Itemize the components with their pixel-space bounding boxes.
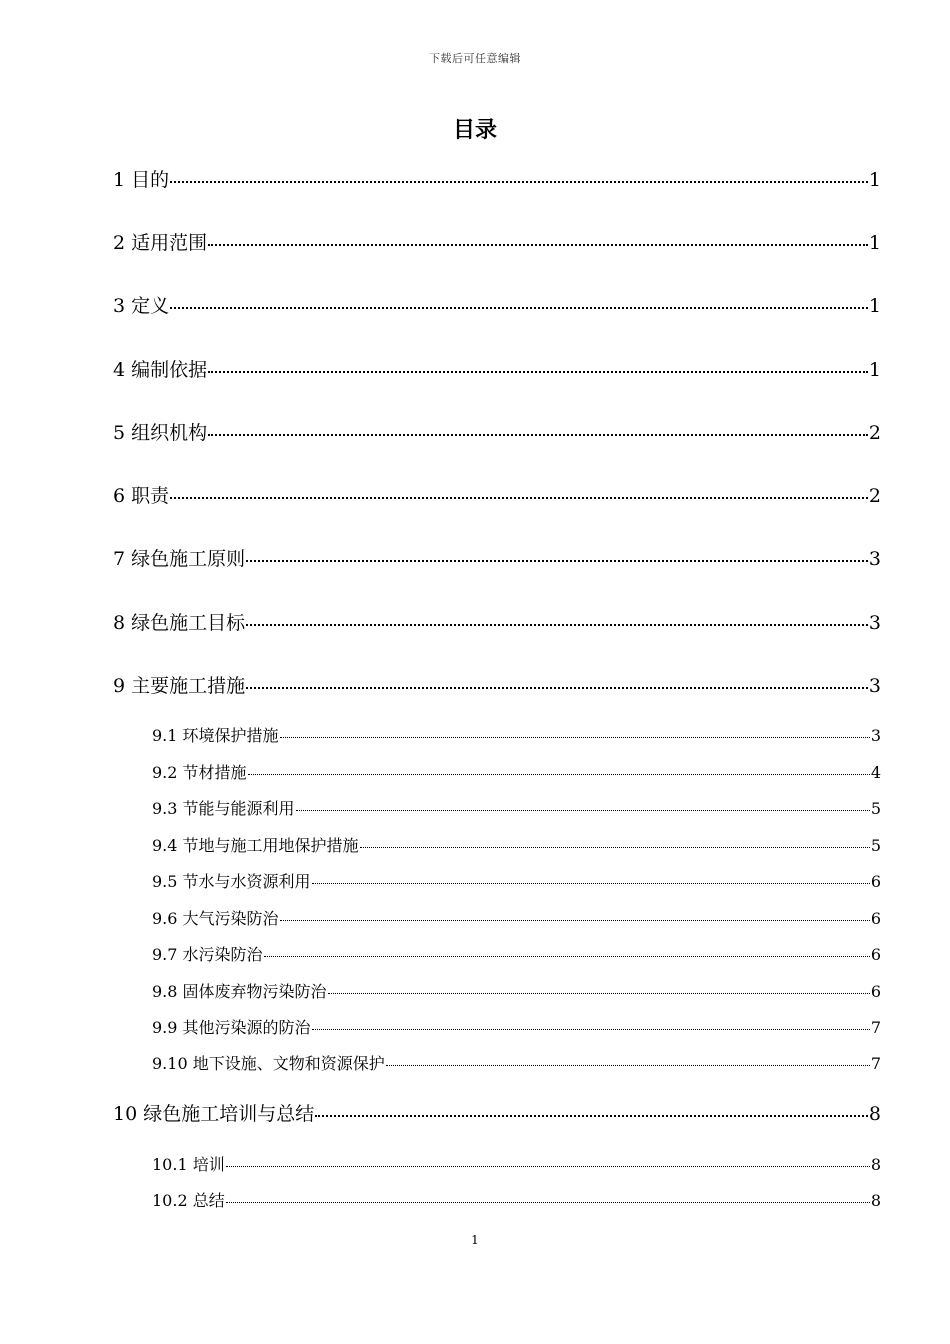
dot-leader: [280, 920, 870, 921]
toc-subentry[interactable]: [152, 1188, 881, 1211]
toc-entry-page: 3: [868, 675, 881, 697]
toc-subentry[interactable]: [152, 1152, 881, 1175]
toc-entry[interactable]: [113, 355, 881, 382]
toc-entry-label: 9.6 大气污染防治: [152, 909, 279, 928]
page-number: 1: [471, 1233, 479, 1247]
toc-entry-label: 9.10 地下设施、文物和资源保护: [152, 1054, 385, 1073]
dot-leader: [208, 371, 868, 373]
toc-subentry[interactable]: [152, 979, 881, 1002]
dot-leader: [246, 687, 868, 689]
dot-leader: [170, 307, 868, 309]
toc-entry-page: 1: [868, 359, 881, 381]
dot-leader: [315, 1115, 868, 1117]
toc-entry[interactable]: [113, 418, 881, 445]
toc-entry-label: 7 绿色施工原则: [113, 548, 246, 570]
toc-entry-page: 5: [870, 836, 881, 855]
toc-entry-label: 9.8 固体废弃物污染防治: [152, 982, 327, 1001]
toc-entry-label: 5 组织机构: [113, 422, 208, 444]
dot-leader: [312, 883, 870, 884]
toc-entry-page: 4: [870, 763, 881, 782]
dot-leader: [360, 847, 870, 848]
dot-leader: [248, 774, 870, 775]
dot-leader: [280, 737, 870, 738]
toc-entry-label: 10.1 培训: [152, 1155, 225, 1174]
toc-entry-label: 9 主要施工措施: [113, 675, 246, 697]
toc-entry[interactable]: [113, 165, 881, 192]
toc-entry-label: 8 绿色施工目标: [113, 612, 246, 634]
toc-subentry[interactable]: [152, 906, 881, 929]
toc-entry-label: 9.4 节地与施工用地保护措施: [152, 836, 359, 855]
toc-entry-page: 3: [870, 726, 881, 745]
dot-leader: [226, 1166, 870, 1167]
toc-subentry[interactable]: [152, 833, 881, 856]
toc-entry-label: 9.1 环境保护措施: [152, 726, 279, 745]
toc-entry-label: 9.5 节水与水资源利用: [152, 872, 311, 891]
toc-entry[interactable]: [113, 228, 881, 255]
toc-entry-page: 2: [868, 422, 881, 444]
toc-subentry[interactable]: [152, 1051, 881, 1074]
toc-subentry[interactable]: [152, 942, 881, 965]
toc-entry-label: 1 目的: [113, 169, 170, 191]
toc-entry-label: 2 适用范围: [113, 232, 208, 254]
dot-leader: [296, 810, 870, 811]
toc-entry-page: 6: [870, 945, 881, 964]
toc-entry-label: 10.2 总结: [152, 1191, 225, 1210]
toc-entry-page: 7: [870, 1054, 881, 1073]
toc-entry-label: 9.7 水污染防治: [152, 945, 263, 964]
toc-entry[interactable]: [113, 544, 881, 571]
toc-entry-page: 8: [870, 1191, 881, 1210]
toc-subentry[interactable]: [152, 1015, 881, 1038]
toc-entry-page: 2: [868, 485, 881, 507]
toc-entry[interactable]: [113, 608, 881, 635]
toc-subentry[interactable]: [152, 760, 881, 783]
toc-subentry[interactable]: [152, 869, 881, 892]
toc-entry-page: 8: [868, 1103, 881, 1125]
dot-leader: [170, 181, 868, 183]
toc-entry[interactable]: [113, 671, 881, 698]
toc-entry-label: 4 编制依据: [113, 359, 208, 381]
toc-entry-label: 9.9 其他污染源的防治: [152, 1018, 311, 1037]
toc-entry-page: 3: [868, 548, 881, 570]
dot-leader: [208, 434, 868, 436]
toc-entry-label: 10 绿色施工培训与总结: [113, 1103, 315, 1125]
dot-leader: [264, 956, 870, 957]
toc-subentry[interactable]: [152, 723, 881, 746]
dot-leader: [226, 1202, 870, 1203]
dot-leader: [246, 624, 868, 626]
page-header: 下载后可任意编辑: [429, 52, 521, 65]
toc-entry-label: 9.2 节材措施: [152, 763, 247, 782]
toc-title: 目录: [452, 118, 497, 143]
toc-entry-page: 8: [870, 1155, 881, 1174]
dot-leader: [328, 993, 870, 994]
dot-leader: [170, 497, 868, 499]
toc-entry-page: 6: [870, 872, 881, 891]
toc-entry[interactable]: [113, 291, 881, 318]
toc-entry-label: 3 定义: [113, 295, 170, 317]
toc-entry-page: 5: [870, 799, 881, 818]
toc-entry-page: 7: [870, 1018, 881, 1037]
toc-subentry[interactable]: [152, 796, 881, 819]
toc-entry[interactable]: [113, 481, 881, 508]
toc-entry-page: 6: [870, 982, 881, 1001]
dot-leader: [208, 244, 868, 246]
toc-entry-label: 9.3 节能与能源利用: [152, 799, 295, 818]
toc-entry[interactable]: [113, 1099, 881, 1126]
toc-entry-label: 6 职责: [113, 485, 170, 507]
dot-leader: [386, 1065, 870, 1066]
dot-leader: [246, 560, 868, 562]
dot-leader: [312, 1029, 870, 1030]
toc-entry-page: 1: [868, 295, 881, 317]
toc-entry-page: 1: [868, 169, 881, 191]
toc-entry-page: 6: [870, 909, 881, 928]
toc-entry-page: 1: [868, 232, 881, 254]
toc-entry-page: 3: [868, 612, 881, 634]
